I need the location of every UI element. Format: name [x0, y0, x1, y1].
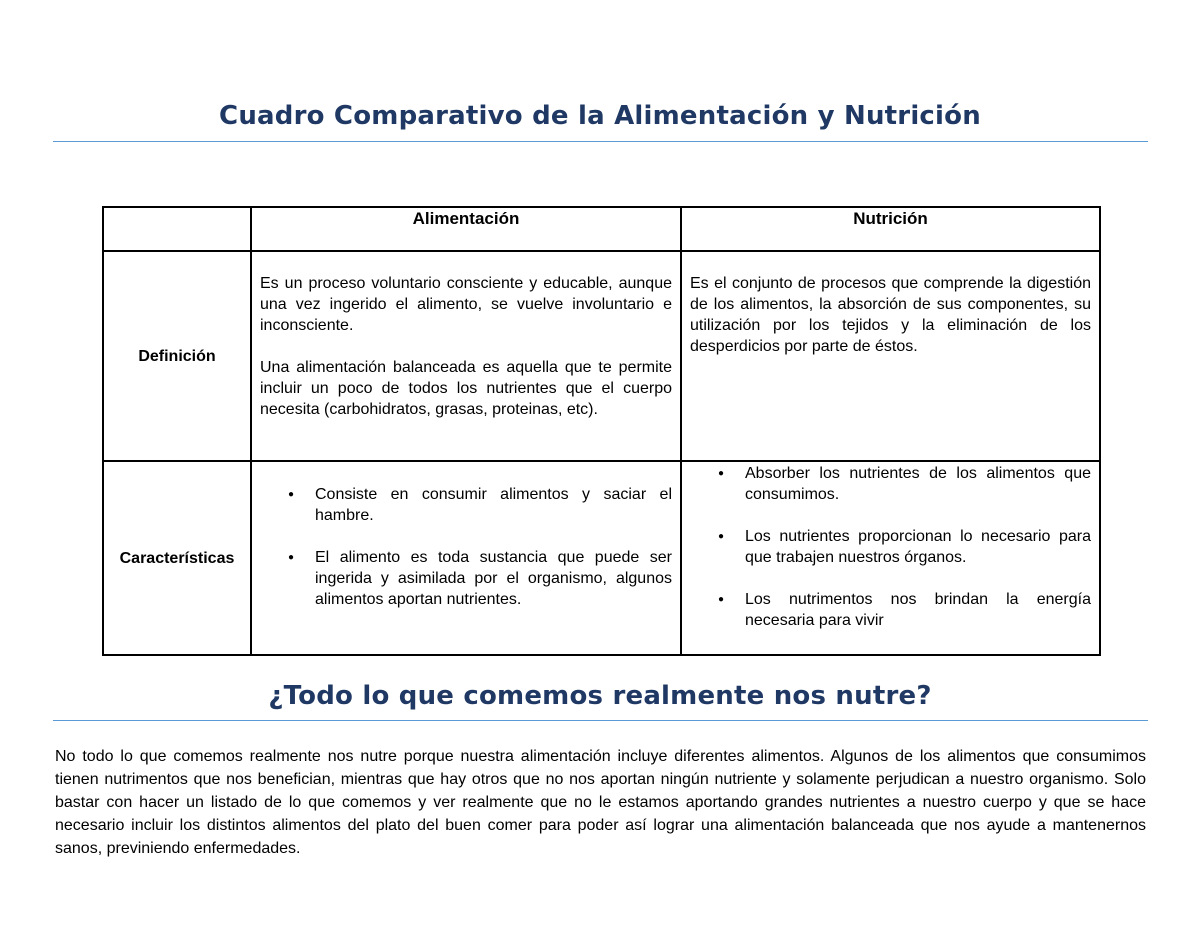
table-row [103, 251, 1100, 461]
header-nutricion: Nutrición [681, 207, 1100, 251]
row-label-caracteristicas: Características [103, 461, 251, 655]
list-item: ● Los nutrimentos nos brindan la energía necesaria para vivir [745, 589, 1091, 631]
caracteristicas-nutricion-list [690, 463, 1091, 631]
page-title: Cuadro Comparativo de la Alimentación y Nutrición [219, 101, 981, 131]
list-item: ● El alimento es toda sustancia que puede ser ingerida y asimilada por el organismo, algunos alimentos aportan nutrientes. [315, 547, 672, 610]
comparison-table [102, 206, 1101, 656]
table-header-row [103, 207, 1100, 251]
section-divider [53, 720, 1148, 721]
row-label-definicion: Definición [103, 251, 251, 461]
definicion-alimentacion-p1: Es un proceso voluntario consciente y educable, aunque una vez ingerido el alimento, se vuelve involuntario e inconsciente. [260, 275, 672, 334]
list-item: ● Consiste en consumir alimentos y saciar el hambre. [315, 484, 672, 526]
section-body-text: No todo lo que comemos realmente nos nutre porque nuestra alimentación incluye diferentes alimentos. Algunos de los alimentos que consumimos tienen nutrimentos que nos benefician, mientras que hay otros que no nos aportan ningún nutriente y solamente perjudican a nuestro organismo. Solo bastar con hacer un listado de lo que comemos y ver realmente que no le estamos aportando grandes nutrientes a nuestro cuerpo y que se hace necesario incluir los distintos alimentos del plato del buen comer para poder así lograr una alimentación balanceada que nos ayude a mantenernos sanos, previniendo enfermedades. [55, 748, 1146, 857]
cell-caracteristicas-nutricion [681, 461, 1100, 655]
list-item: ● Absorber los nutrientes de los alimentos que consumimos. [745, 463, 1091, 505]
header-empty-cell [103, 207, 251, 251]
cell-definicion-nutricion [681, 251, 1100, 461]
cell-caracteristicas-alimentacion [251, 461, 681, 655]
definicion-nutricion-text: Es el conjunto de procesos que comprende la digestión de los alimentos, la absorción de sus componentes, su utilización por los tejidos y la eliminación de los desperdicios por parte de éstos. [690, 275, 1091, 355]
section-title: ¿Todo lo que comemos realmente nos nutre? [268, 681, 932, 711]
title-divider [53, 141, 1148, 142]
list-item: ● Los nutrientes proporcionan lo necesario para que trabajen nuestros órganos. [745, 526, 1091, 568]
table-row [103, 461, 1100, 655]
cell-definicion-alimentacion [251, 251, 681, 461]
caracteristicas-alimentacion-list [260, 484, 672, 610]
header-alimentacion: Alimentación [251, 207, 681, 251]
definicion-alimentacion-p2: Una alimentación balanceada es aquella que te permite incluir un poco de todos los nutrientes que el cuerpo necesita (carbohidratos, grasas, proteinas, etc). [260, 359, 672, 418]
